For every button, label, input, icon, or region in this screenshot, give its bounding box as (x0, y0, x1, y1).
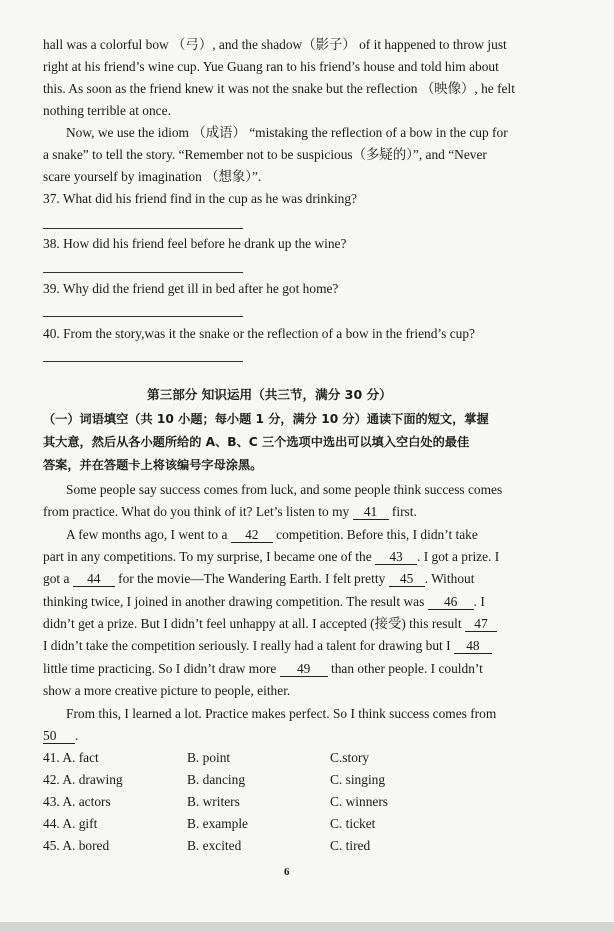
cloze-line: little time practicing. So I didn’t draw more 49 than other people. I couldn’t (43, 661, 483, 676)
option-c[interactable]: C. singing (330, 772, 386, 787)
section-instructions: 答案，并在答题卡上将该编号字母涂黑。 (43, 458, 263, 472)
cloze-line: 50 . (43, 728, 79, 743)
section-instructions: 其大意，然后从各小题所给的 A、B、C 三个选项中选出可以填入空白处的最佳 (43, 435, 470, 449)
cloze-line: didn’t get a prize. But I didn’t feel unhappy at all. I accepted (接受) this result 47 (43, 616, 497, 632)
option-a[interactable]: 43. A. actors (43, 794, 111, 809)
blank-41[interactable]: 41 (353, 505, 389, 520)
option-c[interactable]: C.story (330, 750, 370, 765)
blank-48[interactable]: 48 (454, 639, 492, 654)
story-line: scare yourself by imagination （想象）”. (43, 169, 262, 184)
question-40: 40. From the story,was it the snake or the reflection of a bow in the friend’s cup? (43, 326, 475, 341)
option-c[interactable]: C. winners (330, 794, 389, 809)
cloze-line: from practice. What do you think of it? Let’s listen to my 41 first. (43, 504, 417, 519)
option-c[interactable]: C. ticket (330, 816, 376, 831)
bottom-bar (0, 922, 614, 932)
option-c[interactable]: C. tired (330, 838, 371, 853)
question-38: 38. How did his friend feel before he drank up the wine? (43, 236, 347, 251)
option-a[interactable]: 44. A. gift (43, 816, 98, 831)
story-line: hall was a colorful bow （弓）, and the shadow（影子） of it happened to throw just (43, 37, 507, 52)
story-line: right at his friend’s wine cup. Yue Guang ran to his friend’s house and told him about (43, 59, 499, 74)
cloze-line: thinking twice, I joined in another drawing competition. The result was 46 . I (43, 594, 485, 609)
option-a[interactable]: 45. A. bored (43, 838, 110, 853)
answer-line-39[interactable] (43, 316, 243, 317)
blank-42[interactable]: 42 (231, 528, 273, 543)
option-b[interactable]: B. excited (187, 838, 242, 853)
option-a[interactable]: 42. A. drawing (43, 772, 123, 787)
cloze-line: got a 44 for the movie—The Wandering Earth. I felt pretty 45 . Without (43, 571, 475, 586)
blank-45[interactable]: 45 (389, 572, 425, 587)
question-39: 39. Why did the friend get ill in bed after he got home? (43, 281, 339, 296)
blank-49[interactable]: 49 (280, 662, 328, 677)
blank-47[interactable]: 47 (465, 617, 497, 632)
section-title: 第三部分 知识运用（共三节，满分 30 分） (147, 387, 392, 402)
cloze-line: I didn’t take the competition seriously. I really had a talent for drawing but I 48 (43, 638, 492, 654)
blank-43[interactable]: 43 (375, 550, 417, 565)
story-line: nothing terrible at once. (43, 103, 171, 118)
option-b[interactable]: B. writers (187, 794, 240, 809)
story-line: this. As soon as the friend knew it was not the snake but the reflection （映像）, he felt (43, 81, 515, 96)
option-b[interactable]: B. dancing (187, 772, 246, 787)
blank-50[interactable]: 50 (43, 729, 75, 744)
option-a[interactable]: 41. A. fact (43, 750, 99, 765)
blank-46[interactable]: 46 (428, 595, 474, 610)
page-number: 6 (284, 866, 290, 878)
question-37: 37. What did his friend find in the cup as he was drinking? (43, 191, 357, 206)
answer-line-37[interactable] (43, 228, 243, 229)
cloze-line: show a more creative picture to people, either. (43, 683, 291, 698)
answer-line-38[interactable] (43, 272, 243, 273)
blank-44[interactable]: 44 (73, 572, 115, 587)
cloze-line: part in any competitions. To my surprise, I became one of the 43 . I got a prize. I (43, 549, 500, 564)
story-line: a snake” to tell the story. “Remember not to be suspicious（多疑的）”, and “Never (43, 147, 487, 162)
answer-line-40[interactable] (43, 361, 243, 362)
cloze-line: Some people say success comes from luck, and some people think success comes (66, 482, 503, 497)
section-instructions: （一）词语填空（共 10 小题；每小题 1 分，满分 10 分）通读下面的短文，掌握 (43, 412, 489, 426)
cloze-line: A few months ago, I went to a 42 competition. Before this, I didn’t take (66, 527, 478, 542)
option-b[interactable]: B. point (187, 750, 231, 765)
story-line: Now, we use the idiom （成语） “mistaking the reflection of a bow in the cup for (66, 125, 508, 140)
option-b[interactable]: B. example (187, 816, 248, 831)
cloze-line: From this, I learned a lot. Practice makes perfect. So I think success comes from (66, 706, 497, 721)
